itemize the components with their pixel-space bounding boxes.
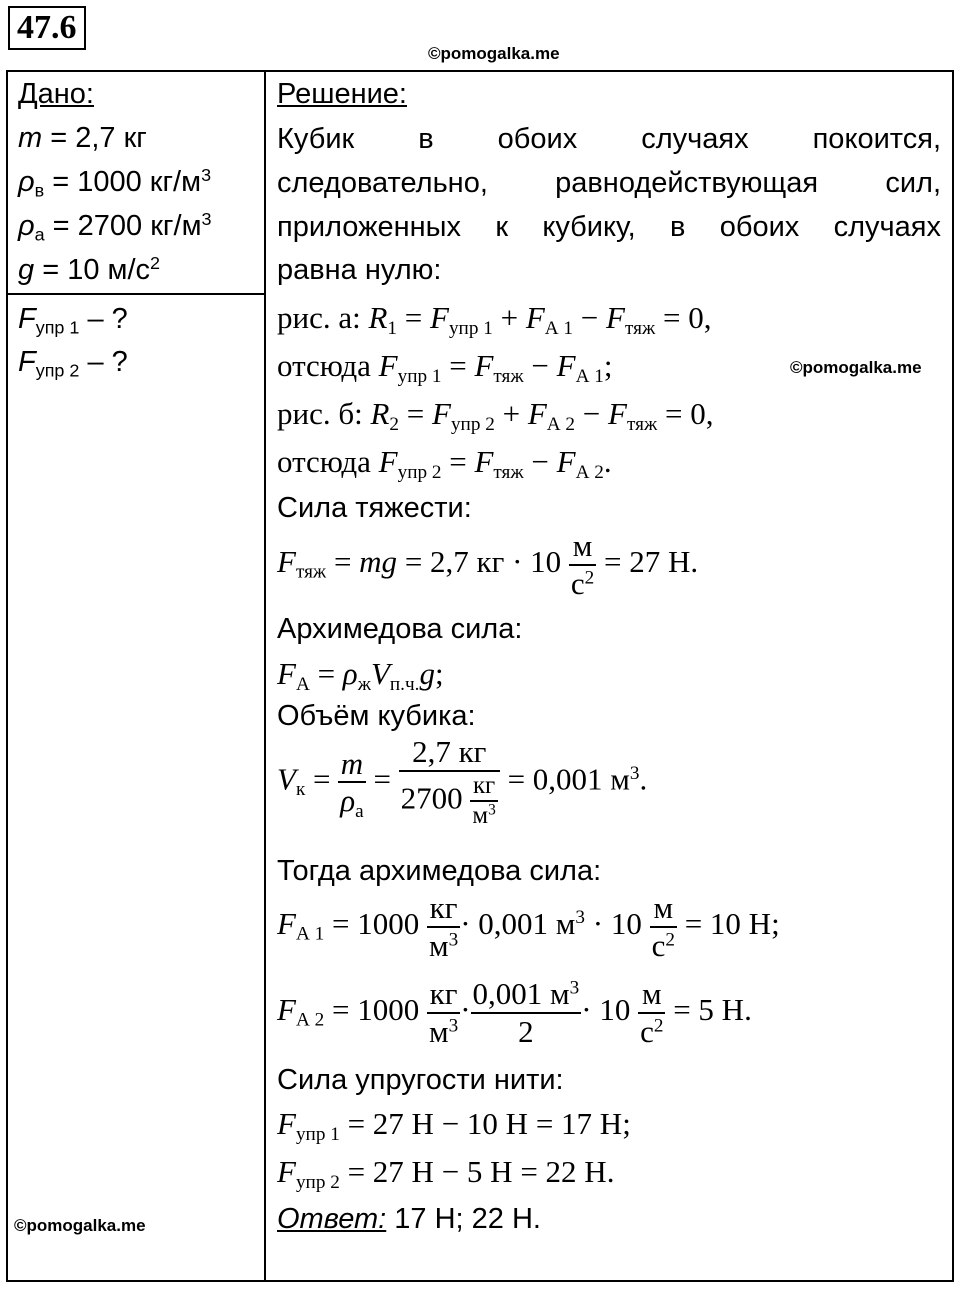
given-mass: m = 2,7 кг <box>18 122 147 154</box>
solution-table <box>6 70 954 1282</box>
equation-fig-b-result: отсюда $F_{упр 2} = F_{тяж} - F_{А 2}$. <box>277 444 612 483</box>
answer <box>277 1205 541 1234</box>
intro-line-1: Кубик в обоих случаях покоится, <box>277 123 941 155</box>
archimedes-label: Архимедова сила: <box>277 613 523 645</box>
given-aluminium-density: $\rho_а = 2700$ $кг/м^3$ <box>18 209 212 245</box>
gravity-label: Сила тяжести: <box>277 492 472 524</box>
elastic-force-2-equation: $F_{упр 2} = 27$ Н − 5 Н = 22 Н. <box>277 1154 615 1193</box>
equation-fig-a: рис. а: $R_1 = F_{упр 1} + F_{А 1} - F_{тяж} = 0$, <box>277 300 712 339</box>
solution-header: Решение: <box>277 78 407 110</box>
intro-line-2: следовательно, равнодействующая сил, <box>277 167 941 199</box>
watermark-top: ©pomogalka.me <box>428 44 560 63</box>
find-force-1: $F_{упр 1}$ – ? <box>18 303 128 338</box>
given-divider <box>6 293 266 295</box>
gravity-equation: $F_{тяж}$ = mg = 2,7 кг · 10 $\frac{м}{с^2}$ = 27 Н. <box>277 528 699 601</box>
then-archimedes-label: Тогда архимедова сила: <box>277 855 602 887</box>
intro-line-4: равна нулю: <box>277 254 442 286</box>
answer-value: 17 Н; 22 Н. <box>386 1203 541 1235</box>
problem-number: 47.6 <box>8 6 86 50</box>
equation-fig-a-result: отсюда $F_{упр 1} = F_{тяж} - F_{А 1}$; <box>277 348 613 387</box>
given-header: Дано: <box>18 78 94 110</box>
watermark-bottom: ©pomogalka.me <box>14 1216 146 1235</box>
intro-line-3: приложенных к кубику, в обоих случаях <box>277 211 941 243</box>
elastic-force-1-equation: $F_{упр 1} = 27$ Н − 10 Н = 17 Н; <box>277 1106 631 1145</box>
answer-label: Ответ: <box>277 1203 387 1235</box>
volume-equation: $V_к$ = $\frac{m}{\rho_а}$ = 2,7 кг 2700 $\frac{кг}{м^3}$ = 0,001 $м^3$. <box>277 734 648 830</box>
find-force-2: $F_{упр 2}$ – ? <box>18 346 128 381</box>
elastic-force-label: Сила упругости нити: <box>277 1064 564 1096</box>
column-divider <box>264 70 266 1282</box>
watermark-middle: ©pomogalka.me <box>790 358 922 377</box>
archimedes-force-2-equation: $F_{А 2} = 1000$ $\frac{кг}{м^3}$ · $\frac{0,001 м^3}{2}$ · 10 $\frac{м}{с^2}$ = 5 Н. <box>277 976 752 1049</box>
volume-label: Объём кубика: <box>277 700 476 732</box>
given-water-density: $\rho_в = 1000$ $кг/м^3$ <box>18 165 212 201</box>
archimedes-force-1-equation: $F_{А 1} = 1000$ $\frac{кг}{м^3}$ · 0,001 $м^3 \cdot 10$ $\frac{м}{с^2}$ = 10 Н; <box>277 890 780 963</box>
given-gravity: g = 10 $м/с^2$ <box>18 253 160 286</box>
archimedes-formula: $F_А = \rho_жV_{п.ч.}g$; <box>277 656 444 695</box>
equation-fig-b: рис. б: $R_2 = F_{упр 2} + F_{А 2} - F_{тяж} = 0$, <box>277 396 714 435</box>
